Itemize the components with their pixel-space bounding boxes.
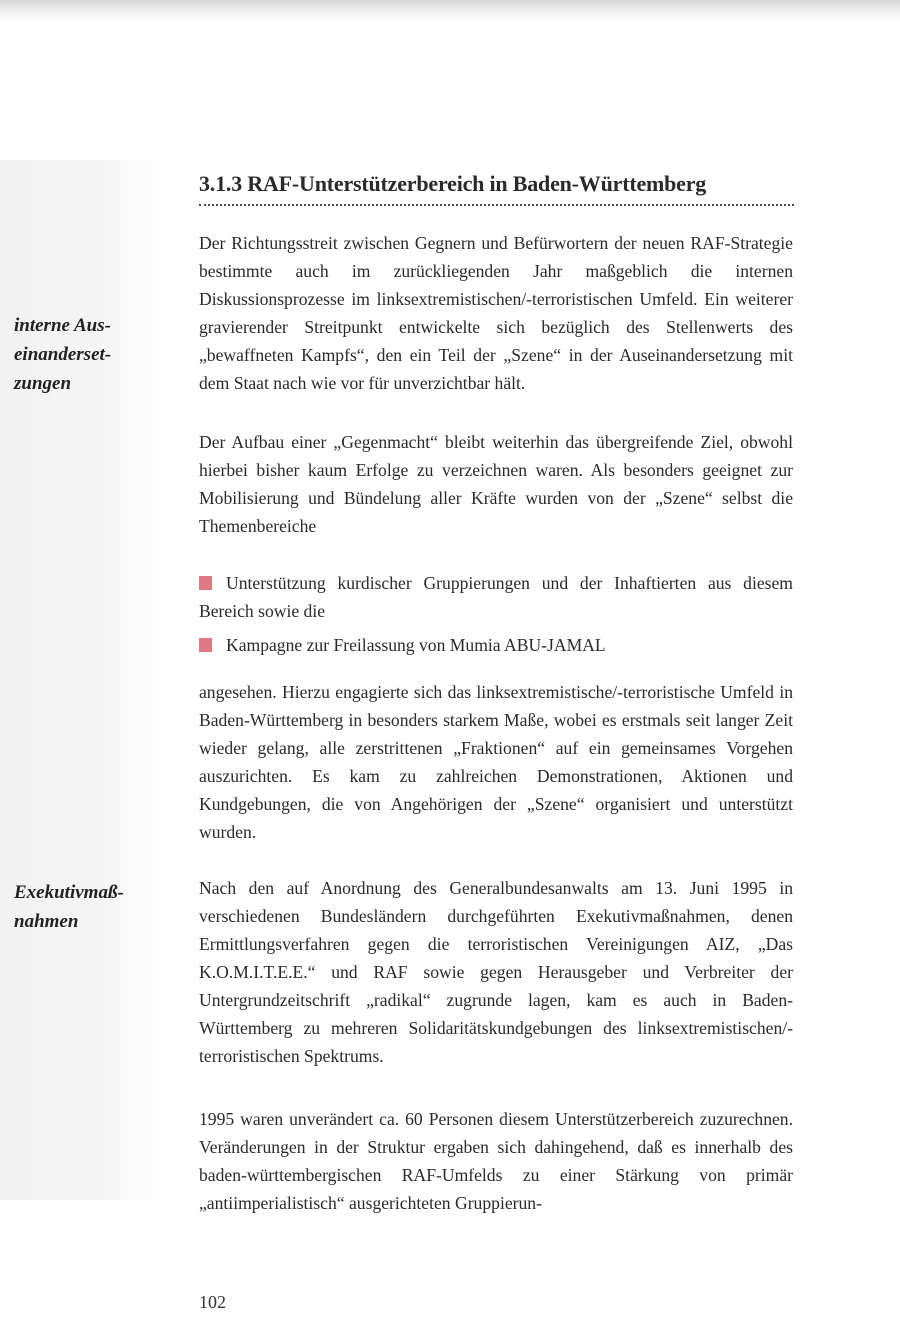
paragraph-3: angesehen. Hierzu engagierte sich das linksextremistische/-terroristische Umfeld in Baden-Württemberg in besonders starkem Maße, wobei es erstmals seit langer Zeit wieder gelang, alle zerstrittenen „Fraktionen“ auf ein gemeinsames Vorgehen auszurichten. Es kam zu zahlreichen Demonstrationen, Aktionen und Kundgebungen, die von Angehörigen der „Szene“ organisiert und unterstützt wurden.: [199, 682, 793, 842]
list-item: [199, 631, 793, 659]
paragraph-2: Der Aufbau einer „Gegenmacht“ bleibt weiterhin das übergreifende Ziel, obwohl hierbei bisher kaum Erfolge zu verzeichnen waren. Als besonders geeignet zur Mobilisierung und Bündelung aller Kräfte wurden von der „Szene“ selbst die Themenbereiche: [199, 432, 793, 536]
margin-note-line: Exekutivmaß-: [14, 882, 124, 903]
margin-note-line: nahmen: [14, 911, 79, 932]
paragraph-4: Nach den auf Anordnung des Generalbundesanwalts am 13. Juni 1995 in verschiedenen Bundesländern durchgeführten Exekutivmaßnahmen, denen Ermittlungsverfahren gegen die terroristischen Vereinigungen AIZ, „Das K.O.M.I.T.E.E.“ und RAF sowie gegen Herausgeber und Verbreiter der Untergrundzeitschrift „radikal“ zugrunde lagen, kam es auch in Baden-Württemberg zu mehreren Solidaritätskundgebungen des linksextremistischen/-terroristischen Spektrums.: [199, 878, 793, 1066]
list-item-text: Kampagne zur Freilassung von Mumia ABU-JAMAL: [226, 635, 606, 655]
scan-top-edge: [0, 0, 900, 22]
margin-note-line: einanderset-: [14, 344, 112, 365]
paragraph-1: Der Richtungsstreit zwischen Gegnern und Befürwortern der neuen RAF-Strategie bestimmte auch im zurückliegenden Jahr maßgeblich die internen Diskussionsprozesse im linksextremistischen/-terroristischen Umfeld. Ein weiterer gravierender Streitpunkt entwickelte sich bezüglich des Stellenwerts des „bewaffneten Kampfs“, den ein Teil der „Szene“ in der Auseinandersetzung mit dem Staat nach wie vor für unverzichtbar hält.: [199, 233, 793, 393]
topic-list: [199, 569, 793, 665]
margin-note-executive: [14, 878, 154, 936]
square-bullet-icon: [199, 638, 212, 652]
list-item: [199, 569, 793, 625]
margin-note-line: interne Aus-: [14, 315, 111, 336]
paragraph-5: 1995 waren unverändert ca. 60 Personen diesem Unterstützerbereich zuzurechnen. Veränderungen in der Struktur ergaben sich dahingehend, daß es innerhalb des baden-württembergischen RAF-Umfelds zu einer Stärkung von primär „antiimperialistisch“ ausgerichteten Gruppierun-: [199, 1109, 793, 1213]
margin-note-line: zungen: [14, 373, 72, 394]
section-heading: 3.1.3 RAF-Unterstützerbereich in Baden-Württemberg: [199, 170, 794, 206]
list-item-text: Unterstützung kurdischer Gruppierungen und der Inhaftierten aus diesem Bereich sowie die: [199, 573, 793, 621]
page-number: 102: [199, 1292, 226, 1312]
margin-note-internal: [14, 311, 154, 398]
square-bullet-icon: [199, 576, 212, 590]
